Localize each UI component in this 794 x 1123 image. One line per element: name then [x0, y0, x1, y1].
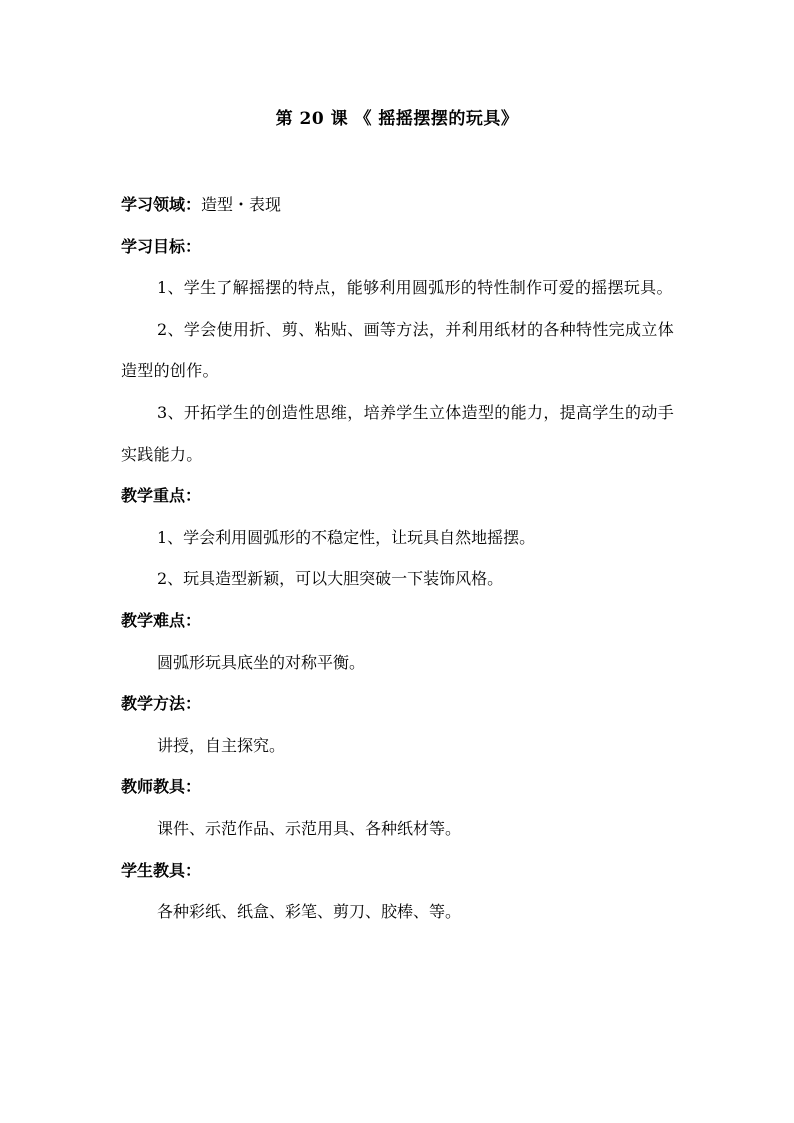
- methods-label: 教学方法：: [121, 694, 202, 714]
- difficulties-heading: [121, 600, 674, 642]
- difficulty-item-1: 圆弧形玩具底坐的对称平衡。: [157, 652, 366, 672]
- objective-item-3: 3、开拓学生的创造性思维，培养学生立体造型的能力，提高学生的动手实践能力。: [121, 402, 674, 464]
- key-points-label: 教学重点：: [121, 486, 202, 506]
- student-tools-heading: [121, 850, 674, 892]
- objective-item-2: 2、学会使用折、剪、粘贴、画等方法，并利用纸材的各种特性完成立体造型的创作。: [121, 319, 674, 381]
- objectives-label: 学习目标：: [121, 236, 202, 256]
- objective-item-1: 1、学生了解摇摆的特点，能够利用圆弧形的特性制作可爱的摇摆玩具。: [157, 278, 673, 298]
- objectives-heading: [121, 226, 674, 268]
- key-point-item-1: 1、学会利用圆弧形的不稳定性，让玩具自然地摇摆。: [157, 527, 536, 547]
- field-label: 学习领域：: [121, 195, 202, 214]
- document-body: [121, 184, 674, 933]
- methods-heading: [121, 683, 674, 725]
- lesson-title: 第 20 课 《 摇摇摆摆的玩具》: [275, 109, 519, 129]
- difficulties-label: 教学难点：: [121, 610, 202, 630]
- teacher-tools-heading: [121, 766, 674, 808]
- field-row: [121, 184, 674, 226]
- teacher-tools-label: 教师教具：: [121, 777, 202, 797]
- method-item-1: 讲授，自主探究。: [157, 735, 286, 755]
- field-value: 造型・表现: [201, 195, 282, 214]
- key-point-item-2: 2、玩具造型新颖，可以大胆突破一下装饰风格。: [157, 569, 504, 589]
- student-tools-label: 学生教具：: [121, 860, 202, 880]
- key-points-heading: [121, 475, 674, 517]
- student-tools-item-1: 各种彩纸、纸盒、彩笔、剪刀、胶棒、等。: [157, 902, 462, 922]
- teacher-tools-item-1: 课件、示范作品、示范用具、各种纸材等。: [157, 818, 462, 838]
